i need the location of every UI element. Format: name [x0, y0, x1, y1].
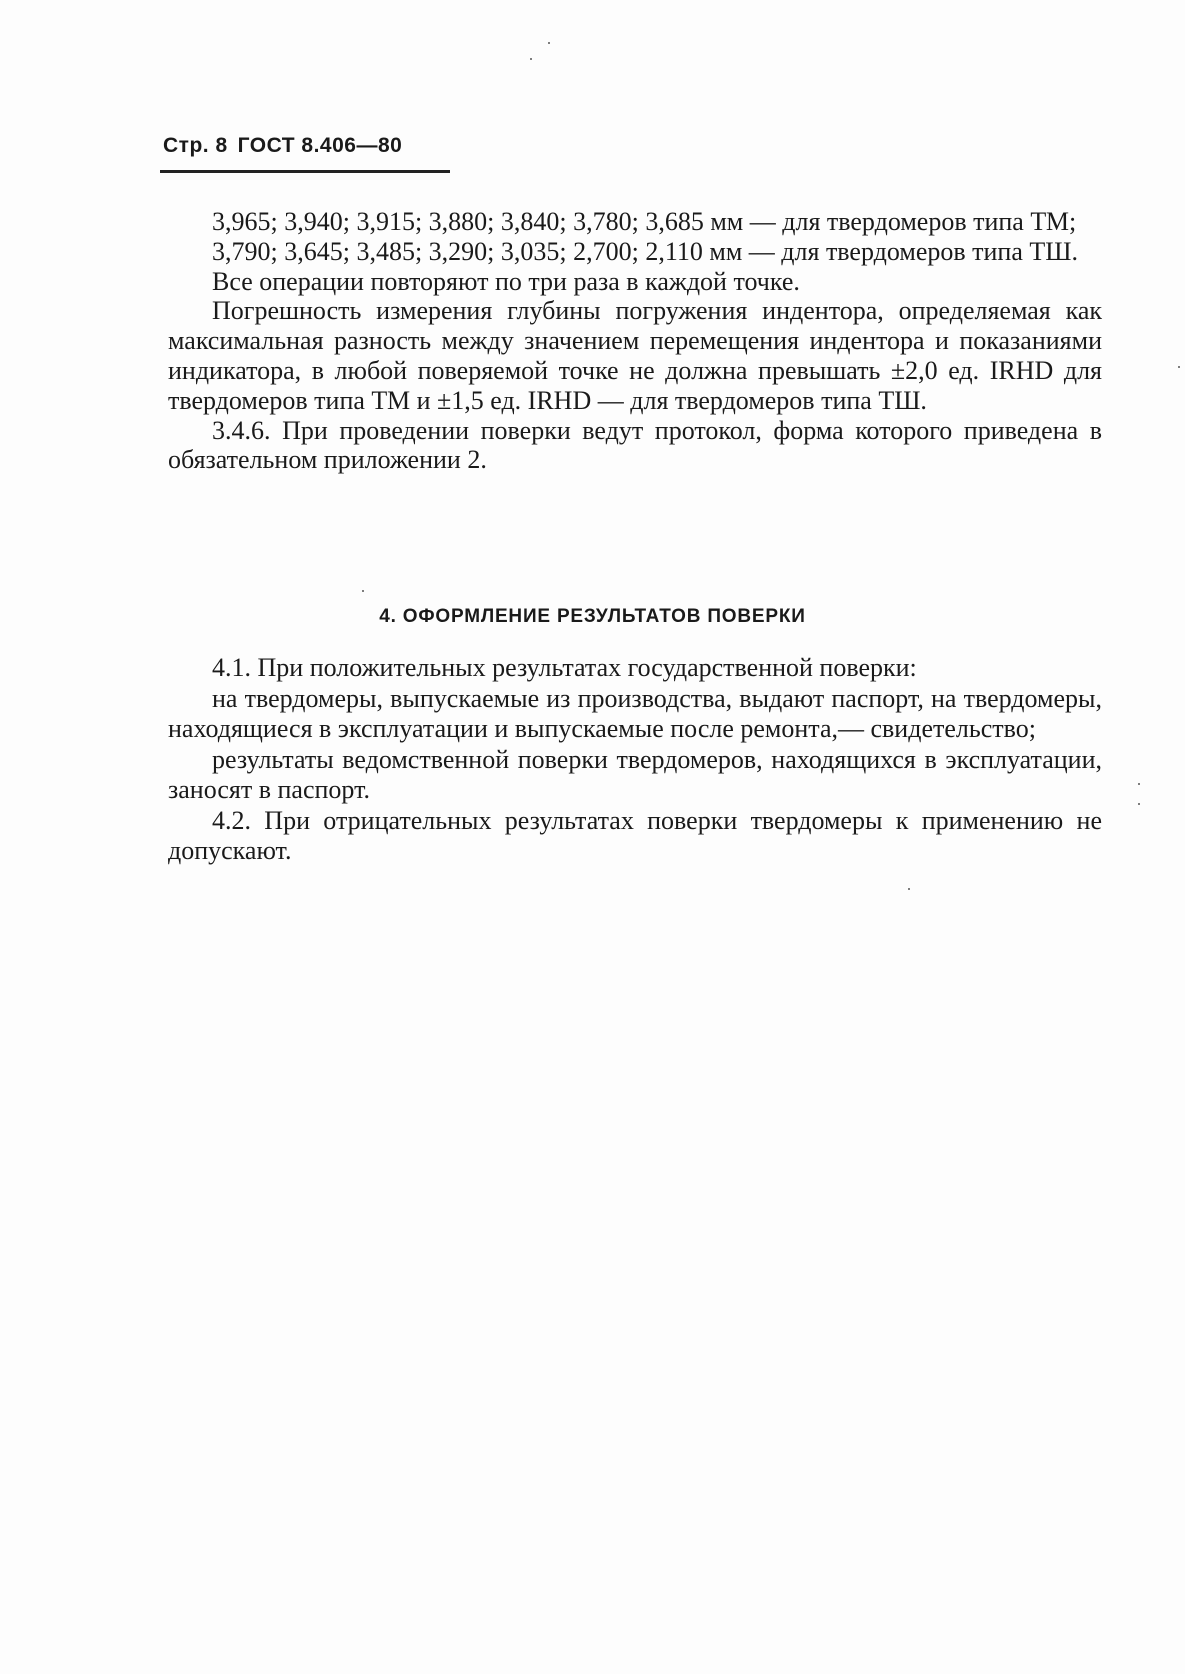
section-body — [168, 653, 1102, 867]
standard-code: ГОСТ 8.406—80 — [237, 134, 403, 157]
paragraph-repeat: Все операции повторяют по три раза в каждой точке. — [212, 266, 800, 296]
paragraph-4-2: 4.2. При отрицательных результатах поверки твердомеры к применению не допускают. — [168, 805, 1102, 865]
scan-speck — [1138, 803, 1140, 805]
paragraph-protocol: 3.4.6. При проведении поверки ведут протокол, форма которого приведена в обязательном приложении 2. — [168, 415, 1102, 475]
scan-speck — [362, 590, 364, 592]
page-header — [163, 134, 402, 158]
scan-speck — [530, 58, 532, 60]
paragraph-departmental: результаты ведомственной поверки твердомеров, находящихся в эксплуатации, заносят в паспорт. — [168, 744, 1102, 804]
header-rule — [160, 170, 450, 173]
paragraph-tm-values: 3,965; 3,940; 3,915; 3,880; 3,840; 3,780; 3,685 мм — для твердомеров типа ТМ; — [212, 207, 1077, 236]
paragraph-passport: на твердомеры, выпускаемые из производства, выдают паспорт, на твердомеры, находящиеся в эксплуатации и выпускаемые после ремонта,— свидетельство; — [168, 683, 1102, 743]
scan-speck — [548, 42, 550, 44]
paragraph-error: Погрешность измерения глубины погружения индентора, определяемая как максимальная разность между значением перемещения индентора и показаниями индикатора, в любой поверяемой точке не должна превышать ±2,0 ед. IRHD для твердомеров типа ТМ и ±1,5 ед. IRHD — для твердомеров типа ТШ. — [168, 296, 1102, 415]
scan-speck — [908, 888, 910, 890]
scan-speck — [1138, 783, 1140, 785]
body-text — [168, 207, 1102, 475]
page-number: Стр. 8 — [163, 134, 228, 157]
paragraph-tsh-values: 3,790; 3,645; 3,485; 3,290; 3,035; 2,700; 2,110 мм — для твердомеров типа ТШ. — [212, 236, 1078, 266]
paragraph-4-1: 4.1. При положительных результатах государственной поверки: — [212, 653, 917, 682]
scan-speck — [1178, 366, 1180, 368]
section-title: 4. ОФОРМЛЕНИЕ РЕЗУЛЬТАТОВ ПОВЕРКИ — [379, 606, 806, 627]
